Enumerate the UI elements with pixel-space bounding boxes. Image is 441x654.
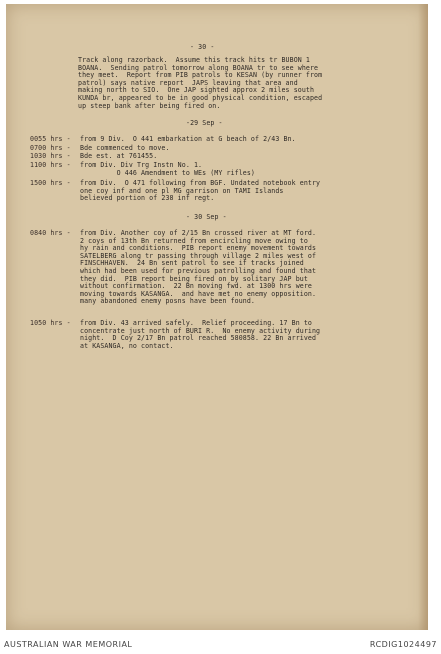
entry-time: 0700 hrs -: [30, 144, 71, 152]
intro-line: Track along razorback. Assume this track hits tr BUBON 1: [78, 56, 310, 64]
entry-line: from Div. 43 arrived safely. Relief proceeding. 17 Bn to: [80, 319, 312, 327]
entry-line: without confirmation. 22 Bn moving fwd. at 1300 hrs were: [80, 282, 312, 291]
entry-line: many abandoned enemy posns have been found.: [80, 297, 255, 306]
entry-line: moving towards KASANGA. and have met no enemy opposition.: [80, 289, 317, 298]
intro-line: they meet. Report from PIB patrols to KESAN (by runner from: [78, 71, 323, 80]
entry-line: one coy inf and one pl MG garrison on TAMI Islands: [80, 186, 284, 195]
entry-line: Bde est. at 761455.: [80, 152, 158, 160]
entry-line: from Div. O 471 following from BGF. Undated notebook entry: [80, 179, 321, 187]
entry-line: they did. PIB report being fired on by solitary JAP but: [80, 274, 308, 283]
entry-line: from Div. Div Trg Instn No. 1.: [80, 161, 203, 169]
date-heading: -29 Sep -: [186, 119, 223, 127]
intro-line: up steep bank after being fired on.: [78, 101, 221, 110]
entry-time: 1500 hrs -: [30, 179, 71, 187]
entry-line: which had been used for previous patrolling and found that: [80, 267, 317, 275]
entry-line: believed portion of 238 inf regt.: [80, 194, 215, 203]
intro-line: patrol) says native report JAPS leaving that area and: [78, 78, 298, 87]
entry-line: concentrate just north of BURI R. No enemy activity during: [80, 326, 321, 335]
intro-line: KUNDA br, appeared to be in good physical condition, escaped: [78, 94, 323, 102]
entry-line: Bde commenced to move.: [80, 144, 170, 152]
entry-time: 1050 hrs -: [30, 319, 71, 327]
entry-line: from 9 Div. O 441 embarkation at G beach of 2/43 Bn.: [80, 135, 296, 143]
entry-time: 1030 hrs -: [30, 152, 71, 160]
date-heading: - 30 Sep -: [186, 213, 227, 221]
entry-line: FINSCHHAVEN. 24 Bn sent patrol to see if tracks joined: [80, 259, 304, 268]
footer-institution: AUSTRALIAN WAR MEMORIAL: [4, 640, 133, 649]
entry-line: O 446 Amendment to WEs (MY rifles): [80, 168, 255, 177]
entry-line: night. D Coy 2/17 Bn patrol reached 580858. 22 Bn arrived: [80, 334, 317, 343]
page-number: - 30 -: [190, 43, 215, 51]
entry-line: hy rain and conditions. PIB report enemy movement towards: [80, 244, 317, 253]
entry-time: 1100 hrs -: [30, 161, 71, 169]
entry-time: 0055 hrs -: [30, 135, 71, 143]
footer-record-id: RCDIG1024497: [369, 640, 437, 649]
entry-line: SATELBERG along tr passing through village 2 miles west of: [80, 251, 317, 260]
intro-line: BOANA. Sending patrol tomorrow along BOANA tr to see where: [78, 63, 319, 72]
entry-line: from Div. Another coy of 2/15 Bn crossed river at MT ford.: [80, 229, 317, 237]
entry-time: 0840 hrs -: [30, 229, 71, 237]
intro-line: making north to SIO. One JAP sighted approx 2 miles south: [78, 86, 315, 95]
entry-line: 2 coys of 13th Bn returned from encircling move owing to: [80, 236, 308, 245]
entry-line: at KASANGA, no contact.: [80, 341, 174, 350]
